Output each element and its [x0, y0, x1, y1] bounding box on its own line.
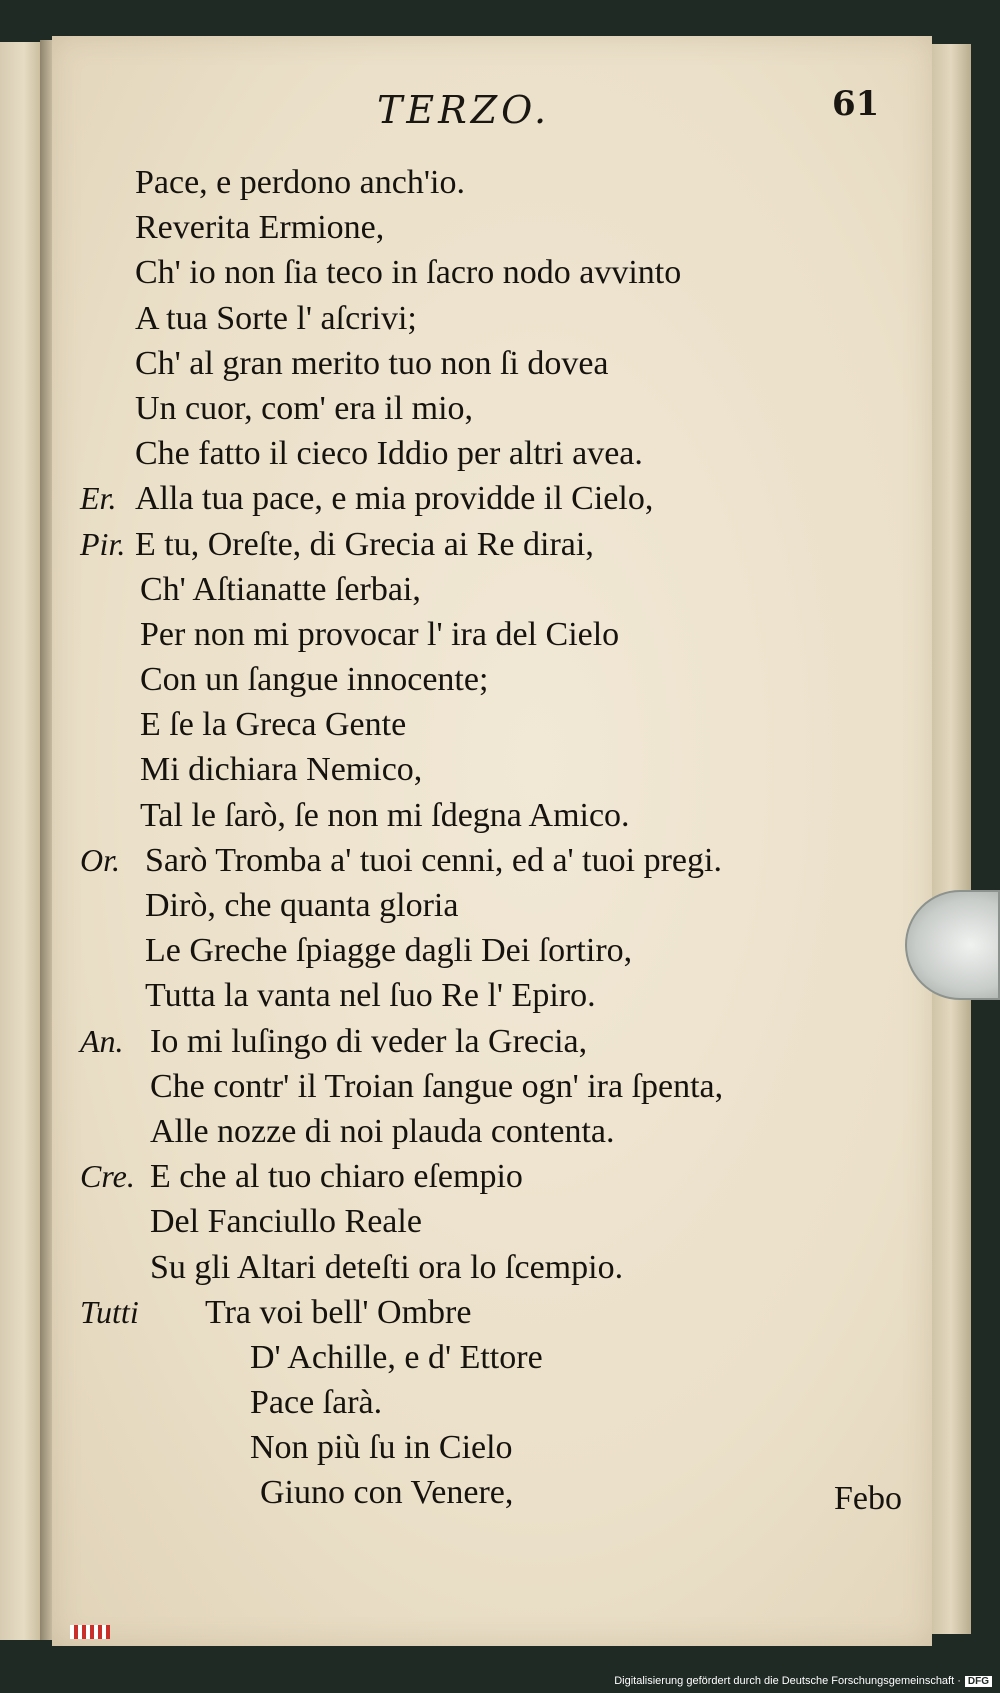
verse-text: Tal le ſarò, ſe non mi ſdegna Amico. — [140, 796, 630, 834]
verse-text: E che al tuo chiaro eſempio — [150, 1158, 523, 1196]
verse-line — [80, 1380, 880, 1425]
verse-line — [80, 1335, 880, 1380]
verse-line — [80, 1425, 880, 1470]
verse-text: Dirò, che quanta gloria — [145, 887, 459, 924]
verse-line — [80, 1064, 880, 1109]
verse-text: Reverita Ermione, — [135, 209, 385, 247]
verse-text-block — [80, 160, 880, 1516]
catchword: Febo — [834, 1480, 902, 1517]
speaker-label: Tutti — [80, 1293, 139, 1330]
verse-line — [80, 883, 880, 928]
verse-line — [80, 386, 880, 431]
verse-text: Che contr' il Troian ſangue ogn' ira ſpenta, — [150, 1067, 724, 1105]
color-ruler-mark — [70, 1625, 110, 1639]
verse-text: Su gli Altari deteſti ora lo ſcempio. — [150, 1248, 624, 1286]
verse-text: Per non mi provocar l' ira del Cielo — [140, 615, 620, 653]
verse-line — [80, 296, 880, 341]
verse-line — [80, 1245, 880, 1290]
verse-text: Ch' io non ſia teco in ſacro nodo avvinto — [135, 254, 682, 292]
verse-line — [80, 476, 880, 521]
verse-text: Del Fanciullo Reale — [150, 1203, 422, 1241]
verse-line — [80, 205, 880, 250]
facing-page-edge — [0, 42, 42, 1640]
verse-line — [80, 612, 880, 657]
verse-text: Giuno con Venere, — [260, 1474, 514, 1512]
verse-text: Ch' al gran merito tuo non ſi dovea — [135, 344, 609, 382]
verse-text: Pace, e perdono anch'io. — [135, 164, 465, 201]
verse-line — [80, 793, 880, 838]
verse-text: Tutta la vanta nel ſuo Re l' Epiro. — [145, 977, 596, 1015]
verse-line — [80, 250, 880, 295]
verse-text: Un cuor, com' era il mio, — [135, 389, 474, 427]
verse-line — [80, 522, 880, 567]
verse-text: Io mi luſingo di veder la Grecia, — [150, 1022, 588, 1060]
verse-line — [80, 702, 880, 747]
speaker-label: Or. — [80, 841, 121, 878]
verse-text: Che fatto il cieco Iddio per altri avea. — [135, 435, 643, 473]
verse-line — [80, 160, 880, 205]
verse-text: Non più ſu in Cielo — [250, 1429, 513, 1467]
verse-line — [80, 747, 880, 792]
verse-line — [80, 1470, 880, 1515]
credit-text: Digitalisierung gefördert durch die Deutsche Forschungsgemeinschaft · — [614, 1675, 961, 1687]
verse-line — [80, 838, 880, 883]
verse-text: E tu, Oreſte, di Grecia ai Re dirai, — [135, 525, 594, 563]
verse-line — [80, 567, 880, 612]
verse-text: Tra voi bell' Ombre — [205, 1293, 472, 1331]
verse-text: Sarò Tromba a' tuoi cenni, ed a' tuoi pregi. — [145, 841, 722, 879]
page-number: 61 — [832, 84, 880, 124]
verse-text: E ſe la Greca Gente — [140, 706, 407, 744]
speaker-label: Cre. — [80, 1158, 135, 1195]
verse-text: Pace ſarà. — [250, 1384, 383, 1422]
running-title: TERZO. — [377, 88, 551, 132]
speaker-label: Pir. — [80, 525, 126, 562]
verse-line — [80, 928, 880, 973]
speaker-label: An. — [80, 1022, 124, 1059]
page-header — [52, 80, 932, 140]
verse-text: Ch' Aſtianatte ſerbai, — [140, 570, 421, 608]
verse-text: A tua Sorte l' aſcrivi; — [135, 299, 417, 337]
verse-text: Mi dichiara Nemico, — [140, 751, 423, 789]
verse-line — [80, 657, 880, 702]
verse-text: Con un ſangue innocente; — [140, 661, 489, 699]
digitization-credit — [614, 1675, 992, 1687]
speaker-label: Er. — [80, 480, 117, 517]
page-stack-edge — [930, 44, 971, 1634]
verse-line — [80, 341, 880, 386]
verse-text: Alla tua pace, e mia providde il Cielo, — [135, 480, 654, 518]
dfg-logo: DFG — [965, 1676, 992, 1687]
verse-line — [80, 1154, 880, 1199]
verse-line — [80, 1109, 880, 1154]
verse-line — [80, 973, 880, 1018]
verse-line — [80, 1019, 880, 1064]
verse-text: Alle nozze di noi plauda contenta. — [150, 1112, 615, 1150]
verse-text: D' Achille, e d' Ettore — [250, 1338, 543, 1376]
verse-line — [80, 431, 880, 476]
verse-line — [80, 1199, 880, 1244]
verse-line — [80, 1290, 880, 1335]
verse-text: Le Greche ſpiagge dagli Dei ſortiro, — [145, 932, 633, 970]
